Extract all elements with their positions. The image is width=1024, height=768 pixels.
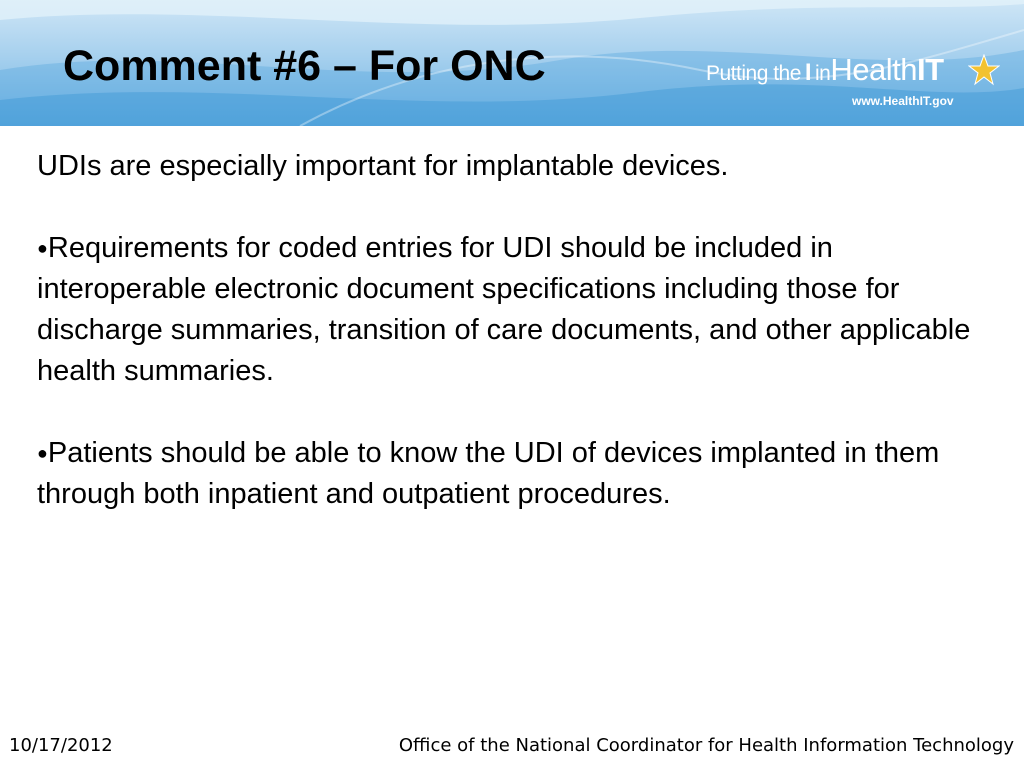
logo-text-putting: Putting the	[706, 62, 801, 85]
header-band	[0, 0, 1024, 126]
logo-text-i: I	[804, 59, 812, 86]
bullet-text: Patients should be able to know the UDI of devices implanted in them through both inpatient and outpatient procedures.	[37, 437, 940, 510]
logo-text-health: Health	[830, 52, 917, 87]
bullet-item	[37, 433, 987, 515]
bullet-item	[37, 228, 987, 392]
star-icon	[968, 54, 1000, 86]
intro-text: UDIs are especially important for implantable devices.	[37, 150, 729, 182]
bullet-dot-icon: ●	[37, 238, 48, 258]
slide-title: Comment #6 – For ONC	[63, 42, 546, 90]
footer-date: 10/17/2012	[9, 735, 113, 756]
logo-url: www.HealthIT.gov	[852, 94, 954, 108]
bullet-dot-icon: ●	[37, 443, 48, 463]
healthit-logo	[706, 52, 1006, 112]
slide-content	[37, 146, 987, 556]
bullet-text: Requirements for coded entries for UDI should be included in interoperable electronic document specifications including those for discharge summaries, transition of care documents, and other applicable health summaries.	[37, 232, 971, 387]
logo-text-it: IT	[916, 52, 944, 87]
footer-organization: Office of the National Coordinator for Health Information Technology	[398, 735, 1014, 756]
logo-wordmark	[706, 52, 944, 88]
logo-text-in: in	[814, 62, 831, 85]
